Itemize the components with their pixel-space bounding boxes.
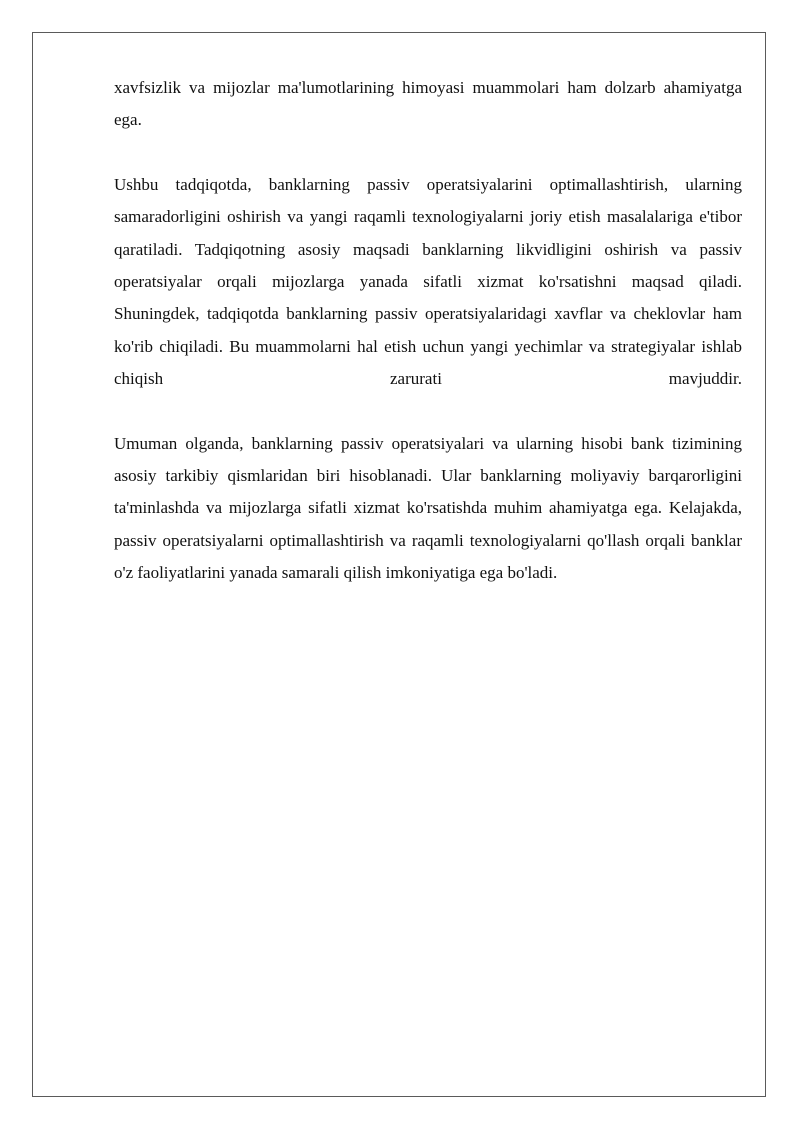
- paragraph-1: xavfsizlik va mijozlar ma'lumotlarining himoyasi muammolari ham dolzarb ahamiyatga ega.: [114, 78, 742, 130]
- document-body: [114, 72, 742, 622]
- paragraph-2: Ushbu tadqiqotda, banklarning passiv operatsiyalarini optimallashtirish, ularning samaradorligini oshirish va yangi raqamli texnologiyalarni joriy etish masalalariga e'tibor qaratiladi. Tadqiqotning asosiy maqsadi banklarning likvidligini oshirish va passiv operatsiyalar orqali mijozlarga yanada sifatli xizmat ko'rsatishni maqsad qiladi. Shuningdek, tadqiqotda banklarning passiv operatsiyalaridagi xavflar va cheklovlar ham ko'rib chiqiladi. Bu muammolarni hal etish uchun yangi yechimlar va strategiyalar ishlab chiqish zarurati mavjuddir.: [114, 174, 742, 389]
- paragraph-3: Umuman olganda, banklarning passiv operatsiyalari va ularning hisobi bank tizimining asosiy tarkibiy qismlaridan biri hisoblanadi. Ular banklarning moliyaviy barqarorligini ta'minlashda va mijozlarga sifatli xizmat ko'rsatishda muhim ahamiyatga ega. Kelajakda, passiv operatsiyalarni optimallashtirish va raqamli texnologiyalarni qo'llash orqali banklar o'z faoliyatlarini yanada samarali qilish imkoniyatiga ega bo'ladi.: [114, 433, 742, 583]
